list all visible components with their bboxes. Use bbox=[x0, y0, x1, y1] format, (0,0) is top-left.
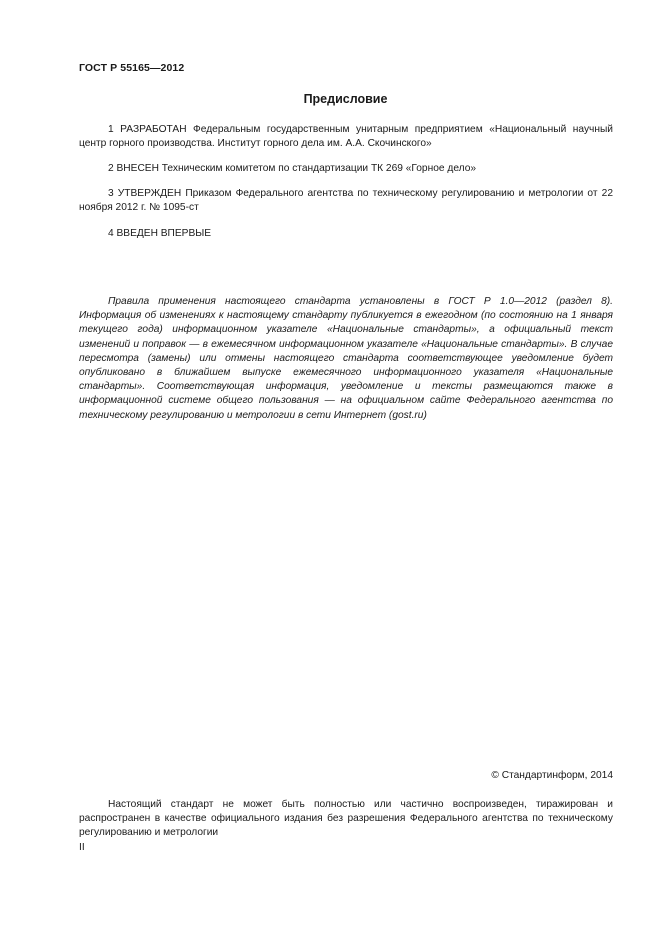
page-number: II bbox=[79, 842, 85, 853]
foreword-item-1: 1 РАЗРАБОТАН Федеральным государственным унитарным предприятием «Национальный научный центр горного производства. Институт горного дела им. А.А. Скочинского» bbox=[79, 124, 613, 150]
foreword-item-2: 2 ВНЕСЕН Техническим комитетом по стандартизации ТК 269 «Горное дело» bbox=[108, 163, 477, 174]
section-title: Предисловие bbox=[303, 92, 388, 106]
document-code: ГОСТ Р 55165—2012 bbox=[79, 62, 185, 74]
foreword-item-3: 3 УТВЕРЖДЕН Приказом Федерального агентства по техническому регулированию и метрологии от 22 ноября 2012 г. № 1095-ст bbox=[79, 188, 613, 214]
copyright-line: © Стандартинформ, 2014 bbox=[491, 770, 613, 781]
reproduction-notice: Настоящий стандарт не может быть полностью или частично воспроизведен, тиражирован и распространен в качестве официального издания без разрешения Федерального агентства по техническому регулированию и метрологии bbox=[79, 799, 613, 839]
foreword-item-4: 4 ВВЕДЕН ВПЕРВЫЕ bbox=[108, 228, 212, 239]
application-rules-notice: Правила применения настоящего стандарта установлены в ГОСТ Р 1.0—2012 (раздел 8). Информация об изменениях к настоящему стандарту публикуется в ежегодном (по состоянию на 1 января текущего года) информационном указателе «Национальные стандарты», а официальный текст изменений и поправок — в ежемесячном информационном указателе «Национальные стандарты». В случае пересмотра (замены) или отмены настоящего стандарта соответствующее уведомление будет опубликовано в ближайшем выпуске ежемесячного информационного указателя «Национальные стандарты». Соответствующая информация, уведомление и тексты размещаются также в информационной системе общего пользования — на официальном сайте Федерального агентства по техническому регулированию и метрологии в сети Интернет (gost.ru) bbox=[79, 296, 613, 421]
